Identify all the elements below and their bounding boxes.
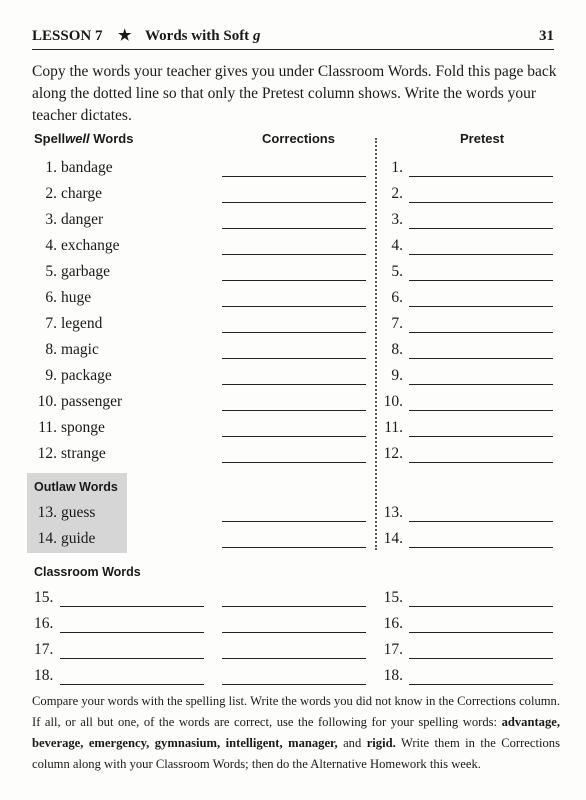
corrections-blank[interactable]	[222, 436, 366, 437]
word-text: guide	[61, 530, 96, 547]
classroom-word-blank[interactable]	[60, 684, 204, 685]
word-entry	[34, 367, 112, 385]
word-text: magic	[61, 341, 99, 358]
lesson-topic	[145, 28, 260, 45]
pretest-number: 12.	[383, 445, 403, 462]
pretest-blank[interactable]	[409, 632, 553, 633]
corrections-blank[interactable]	[222, 176, 366, 177]
spellwell-row	[0, 315, 586, 341]
word-entry	[34, 211, 103, 229]
corrections-blank[interactable]	[222, 228, 366, 229]
pretest-number: 17.	[383, 641, 403, 658]
word-text: huge	[61, 289, 92, 306]
corrections-blank[interactable]	[222, 521, 366, 522]
pretest-blank[interactable]	[409, 306, 553, 307]
pretest-number: 5.	[391, 263, 403, 280]
topic-letter: g	[252, 28, 261, 44]
pretest-column-heading: Pretest	[460, 131, 505, 146]
pretest-number: 4.	[391, 237, 403, 254]
outlaw-row	[0, 504, 586, 530]
word-entry	[34, 341, 99, 359]
word-number: 3.	[45, 211, 57, 228]
pretest-blank[interactable]	[409, 410, 553, 411]
word-number: 8.	[45, 341, 57, 358]
word-text: exchange	[61, 237, 120, 254]
topic-prefix: Words with Soft	[145, 28, 250, 44]
word-text: charge	[61, 185, 103, 202]
pretest-number: 6.	[391, 289, 403, 306]
spellwell-row	[0, 341, 586, 367]
classroom-number: 18.	[34, 667, 54, 684]
spellwell-row	[0, 367, 586, 393]
spellwell-column-heading	[34, 131, 133, 146]
word-number: 12.	[37, 445, 57, 462]
word-text: guess	[61, 504, 96, 521]
pretest-number: 10.	[383, 393, 403, 410]
word-text: strange	[61, 445, 106, 462]
corrections-blank[interactable]	[222, 306, 366, 307]
pretest-blank[interactable]	[409, 358, 553, 359]
word-entry	[34, 530, 95, 548]
footer-part2: and	[337, 736, 367, 750]
classroom-row	[0, 615, 586, 641]
pretest-blank[interactable]	[409, 332, 553, 333]
footer-bold-words: advantage, beverage, emergency, gymnasium, intelligent, manager,	[32, 715, 560, 750]
pretest-number: 16.	[383, 615, 403, 632]
classroom-word-blank[interactable]	[60, 632, 204, 633]
corrections-blank[interactable]	[222, 606, 366, 607]
pretest-blank[interactable]	[409, 658, 553, 659]
spellwell-row	[0, 185, 586, 211]
pretest-number: 3.	[391, 211, 403, 228]
star-icon: ★	[118, 28, 132, 44]
spellwell-row	[0, 237, 586, 263]
word-number: 4.	[45, 237, 57, 254]
word-entry	[34, 237, 120, 255]
spellwell-row	[0, 211, 586, 237]
spellwell-row	[0, 393, 586, 419]
pretest-blank[interactable]	[409, 280, 553, 281]
pretest-blank[interactable]	[409, 254, 553, 255]
classroom-number: 17.	[34, 641, 54, 658]
corrections-blank[interactable]	[222, 547, 366, 548]
word-entry	[34, 159, 113, 177]
word-number: 10.	[37, 393, 57, 410]
corrections-blank[interactable]	[222, 410, 366, 411]
word-entry	[34, 445, 106, 463]
classroom-row	[0, 641, 586, 667]
classroom-heading: Classroom Words	[34, 565, 141, 579]
spellwell-pre: Spell	[34, 131, 66, 146]
classroom-word-blank[interactable]	[60, 658, 204, 659]
classroom-word-blank[interactable]	[60, 606, 204, 607]
pretest-number: 13.	[383, 504, 403, 521]
corrections-blank[interactable]	[222, 358, 366, 359]
pretest-number: 8.	[391, 341, 403, 358]
pretest-blank[interactable]	[409, 436, 553, 437]
word-number: 13.	[37, 504, 57, 521]
pretest-number: 7.	[391, 315, 403, 332]
corrections-blank[interactable]	[222, 280, 366, 281]
footer-part3: Write them in the Corrections column along with your Classroom Words; then do the Alternative Homework this week.	[32, 736, 560, 771]
pretest-blank[interactable]	[409, 228, 553, 229]
pretest-number: 15.	[383, 589, 403, 606]
classroom-row	[0, 667, 586, 693]
pretest-blank[interactable]	[409, 684, 553, 685]
corrections-column-heading: Corrections	[262, 131, 335, 146]
word-entry	[34, 185, 102, 203]
pretest-blank[interactable]	[409, 606, 553, 607]
spellwell-row	[0, 263, 586, 289]
lesson-label: LESSON 7	[32, 28, 103, 44]
pretest-blank[interactable]	[409, 176, 553, 177]
word-number: 5.	[45, 263, 57, 280]
pretest-blank[interactable]	[409, 202, 553, 203]
classroom-row	[0, 589, 586, 615]
word-text: bandage	[61, 159, 113, 176]
spellwell-row	[0, 289, 586, 315]
word-entry	[34, 263, 110, 281]
page-header	[32, 26, 554, 48]
spellwell-italic: well	[65, 131, 90, 146]
word-entry	[34, 419, 105, 437]
word-entry	[34, 504, 95, 522]
corrections-blank[interactable]	[222, 684, 366, 685]
pretest-number: 2.	[391, 185, 403, 202]
corrections-blank[interactable]	[222, 632, 366, 633]
word-number: 11.	[38, 419, 57, 436]
corrections-blank[interactable]	[222, 658, 366, 659]
outlaw-row	[0, 530, 586, 556]
pretest-number: 1.	[391, 159, 403, 176]
spellwell-row	[0, 159, 586, 185]
corrections-blank[interactable]	[222, 254, 366, 255]
footer-part1: Compare your words with the spelling list. Write the words you did not know in the Corrections column. If all, or all but one, of the words are correct, use the following for your spelling words:	[32, 694, 560, 729]
word-entry	[34, 289, 91, 307]
word-number: 6.	[45, 289, 57, 306]
page-number: 31	[539, 28, 554, 44]
word-entry	[34, 393, 122, 411]
spellwell-post: Words	[89, 131, 134, 146]
pretest-blank[interactable]	[409, 384, 553, 385]
corrections-blank[interactable]	[222, 202, 366, 203]
word-text: passenger	[61, 393, 123, 410]
footer-bold-last: rigid.	[366, 736, 396, 750]
pretest-number: 9.	[391, 367, 403, 384]
classroom-number: 15.	[34, 589, 54, 606]
instructions-text: Copy the words your teacher gives you under Classroom Words. Fold this page back along the dotted line so that only the Pretest column shows. Write the words your teacher dictates.	[32, 63, 557, 124]
word-number: 2.	[45, 185, 57, 202]
word-text: sponge	[61, 419, 105, 436]
header-rule	[32, 49, 554, 50]
spellwell-row	[0, 445, 586, 471]
word-number: 7.	[45, 315, 57, 332]
corrections-blank[interactable]	[222, 384, 366, 385]
word-text: package	[61, 367, 112, 384]
pretest-number: 14.	[383, 530, 403, 547]
word-number: 9.	[45, 367, 57, 384]
classroom-number: 16.	[34, 615, 54, 632]
pretest-blank[interactable]	[409, 547, 553, 548]
outlaw-heading: Outlaw Words	[34, 480, 118, 494]
corrections-blank[interactable]	[222, 462, 366, 463]
pretest-blank[interactable]	[409, 462, 553, 463]
corrections-blank[interactable]	[222, 332, 366, 333]
spellwell-row	[0, 419, 586, 445]
pretest-blank[interactable]	[409, 521, 553, 522]
word-text: legend	[61, 315, 103, 332]
word-text: danger	[61, 211, 104, 228]
word-text: garbage	[61, 263, 111, 280]
pretest-number: 11.	[384, 419, 403, 436]
word-number: 1.	[45, 159, 57, 176]
word-entry	[34, 315, 102, 333]
footer-instructions	[32, 691, 560, 775]
word-number: 14.	[37, 530, 57, 547]
pretest-number: 18.	[383, 667, 403, 684]
